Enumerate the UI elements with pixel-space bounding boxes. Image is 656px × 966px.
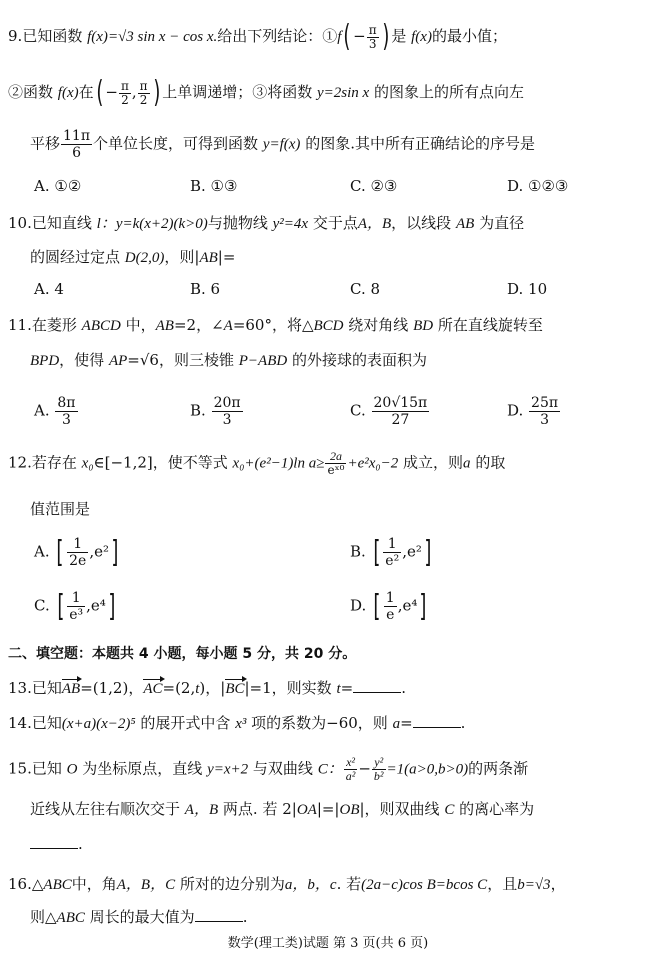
text: 的图象.其中所有正确结论的序号是 — [305, 134, 535, 153]
text: ，使得 — [59, 351, 105, 369]
math: AB — [155, 318, 174, 334]
q15-line-1 — [8, 756, 528, 783]
numerator: 20π — [213, 395, 241, 411]
fraction — [372, 395, 430, 428]
text: 平移 — [30, 134, 61, 153]
math: A，B — [184, 802, 219, 818]
fraction — [372, 756, 386, 783]
text: 中，角 — [71, 875, 117, 893]
numerator: π — [368, 22, 377, 37]
q9-option-c: C. ②③ — [350, 177, 398, 195]
paren-left: ( — [343, 19, 351, 54]
numerator: 1 — [67, 590, 85, 607]
answer-blank[interactable] — [353, 678, 401, 693]
bracket: [ — [56, 588, 64, 624]
math: f(x) — [411, 29, 432, 45]
q10-option-b: B. 6 — [190, 280, 221, 298]
q9-line-2 — [8, 75, 525, 110]
math: − — [105, 83, 118, 101]
math: f(x) — [57, 85, 79, 101]
numerator: 1 — [67, 536, 88, 553]
fraction — [383, 536, 401, 569]
text: =60°，将△ — [232, 316, 314, 334]
text: =2，∠ — [173, 316, 224, 334]
math: x³ — [235, 716, 247, 732]
text: 若存在 — [31, 453, 77, 472]
q11-line-2 — [30, 349, 427, 370]
text: △ — [31, 875, 44, 893]
math: AB — [199, 250, 218, 266]
math: , — [131, 83, 137, 101]
math: BPD — [30, 353, 60, 369]
math: =√3 sin x − cos x. — [107, 29, 218, 45]
math: − — [358, 759, 371, 778]
math: A，B，C — [116, 877, 176, 893]
fraction — [529, 395, 560, 428]
numerator: x² — [344, 756, 358, 770]
q12-line-2: 值范围是 — [30, 500, 91, 518]
q10-option-a: A. 4 — [34, 280, 64, 298]
q12-option-c — [34, 590, 118, 623]
text: = — [400, 714, 413, 732]
q9-number: 9. — [8, 27, 23, 45]
text: 在菱形 — [31, 316, 77, 334]
bracket: ] — [424, 534, 432, 570]
text: ，以线段 — [391, 214, 452, 232]
text: 则△ — [30, 908, 57, 926]
bracket: [ — [56, 534, 64, 570]
text: 已知函数 — [22, 27, 83, 45]
q10-line-2 — [30, 246, 235, 267]
text: |=1，则实数 — [244, 679, 332, 697]
denominator: 6 — [72, 145, 81, 161]
q12-line-1 — [8, 450, 505, 477]
numerator: 1 — [383, 536, 401, 553]
text: 与抛物线 — [207, 214, 268, 232]
text: |=| — [316, 800, 340, 818]
fraction — [55, 395, 77, 428]
label: D. — [350, 596, 367, 615]
math: x₀ — [81, 455, 94, 472]
label: D. — [507, 401, 524, 420]
denominator: 3 — [540, 412, 550, 428]
page-footer: 数学(理工类)试题 第 3 页(共 6 页) — [227, 936, 429, 951]
section-title: 二、填空题：本题共 4 小题，每小题 5 分，共 20 分。 — [8, 646, 357, 662]
bracket: ] — [111, 534, 119, 570]
math: b=√3 — [517, 877, 551, 893]
q15-number: 15. — [8, 759, 32, 778]
q10-line-1 — [8, 212, 524, 233]
math: BCD — [313, 318, 344, 334]
denominator: e³ — [69, 607, 84, 623]
math: y=x+2 — [207, 761, 249, 778]
q9-option-b: B. ①③ — [190, 177, 238, 195]
text: 交于点 — [312, 214, 358, 232]
text: 周长的最大值为 — [89, 908, 195, 926]
text: 的取 — [475, 453, 506, 472]
paren-right: ) — [381, 19, 389, 54]
text: . — [460, 714, 466, 732]
math: C： — [317, 761, 343, 778]
fraction — [138, 80, 150, 107]
q14-number: 14. — [8, 714, 32, 732]
math: l：y=k(x+2)(k>0) — [96, 216, 208, 232]
fraction — [61, 128, 92, 161]
answer-blank[interactable] — [413, 713, 461, 728]
math: ,e² — [402, 542, 422, 561]
text: 已知 — [31, 714, 62, 732]
text: . 若 — [336, 875, 362, 893]
math: ABCD — [81, 318, 121, 334]
denominator: e — [386, 607, 395, 623]
numerator: 2a — [325, 450, 346, 464]
bracket: ] — [108, 588, 116, 624]
fraction — [67, 590, 85, 623]
text: 成立，则 — [403, 453, 464, 472]
text: ②函数 — [8, 83, 54, 101]
numerator: 8π — [57, 395, 76, 411]
numerator: 1 — [385, 590, 395, 606]
fraction — [325, 450, 346, 477]
q10-number: 10. — [8, 214, 32, 232]
bracket: [ — [373, 588, 381, 624]
fraction — [344, 756, 358, 783]
text: 两点. 若 2| — [222, 800, 297, 818]
math: =1(a>0,b>0) — [386, 761, 469, 778]
numerator: π — [139, 78, 148, 93]
text: = — [340, 679, 354, 697]
text: =(2, — [162, 679, 196, 697]
label: C. — [350, 401, 366, 420]
text: ，则| — [164, 248, 200, 266]
q11-line-1 — [8, 314, 543, 335]
math: ,e⁴ — [86, 596, 106, 615]
text: 所对的边分别为 — [179, 875, 285, 893]
q13-line — [8, 677, 406, 698]
text: 绕对角线 — [348, 316, 409, 334]
denominator: 2 — [121, 92, 129, 107]
paren-left: ( — [95, 75, 104, 110]
vector: AC — [143, 681, 163, 697]
math: OB — [339, 802, 360, 818]
label: A. — [34, 542, 50, 561]
math: A，B — [357, 216, 392, 232]
math: (2a−c)cos B=bcos C — [361, 877, 488, 893]
text: 的离心率为 — [459, 800, 535, 818]
math: ABC — [56, 910, 85, 926]
text: 项的系数为−60，则 — [251, 714, 388, 732]
math: − — [353, 27, 366, 45]
text: 已知 — [31, 759, 62, 778]
math: P−ABD — [238, 353, 288, 369]
math: f(x) — [87, 29, 108, 45]
q12-number: 12. — [8, 453, 32, 472]
text: 与双曲线 — [252, 759, 313, 778]
text: 中， — [125, 316, 156, 334]
denominator: eˣ⁰ — [327, 463, 345, 477]
text: 的图象上的所有点向左 — [374, 83, 525, 101]
q15-line-3 — [30, 834, 83, 853]
text: 的圆经过定点 — [30, 248, 121, 266]
denominator: e² — [385, 553, 400, 569]
math: ,e² — [89, 542, 109, 561]
text: |，则双曲线 — [359, 800, 440, 818]
text: . — [78, 835, 83, 853]
label: B. — [190, 401, 206, 420]
denominator: 27 — [391, 412, 410, 428]
math: x₀+(e²−1)ln a≥ — [232, 455, 325, 472]
q11-option-d — [507, 395, 561, 428]
paren-right: ) — [152, 75, 160, 110]
text: ∈[−1,2]，使不等式 — [93, 453, 228, 472]
math: D(2,0) — [124, 250, 165, 266]
label: C. — [34, 596, 50, 615]
math: a，b，c — [284, 877, 337, 893]
math: A — [223, 318, 233, 334]
fraction — [212, 395, 243, 428]
text: 的两条渐 — [468, 759, 529, 778]
numerator: 25π — [531, 395, 559, 411]
denominator: 2e — [69, 553, 87, 569]
text: 是 — [391, 27, 407, 45]
denominator: 3 — [222, 412, 232, 428]
numerator: π — [120, 78, 129, 93]
fraction — [384, 590, 397, 623]
q9-option-a: A. ①② — [34, 177, 82, 195]
text: 为坐标原点，直线 — [82, 759, 203, 778]
text: 已知 — [31, 679, 62, 697]
q12-option-a — [34, 536, 121, 569]
text: ， — [550, 875, 566, 893]
math: t — [195, 681, 200, 697]
math: AP — [108, 353, 128, 369]
math: AB — [455, 216, 475, 232]
text: 的展开式中含 — [140, 714, 231, 732]
math: a — [392, 716, 401, 732]
label: A. — [34, 401, 50, 420]
vector: BC — [225, 681, 245, 697]
math: a — [463, 455, 471, 472]
math: ,e⁴ — [397, 596, 418, 615]
q11-option-c — [350, 395, 430, 428]
math: y=2sin x — [317, 85, 370, 101]
math: BD — [413, 318, 434, 334]
q11-option-b — [190, 395, 244, 428]
text: 上单调递增；③将函数 — [162, 83, 313, 101]
q16-line-2 — [30, 906, 247, 927]
label: B. — [350, 542, 366, 561]
q14-line — [8, 712, 465, 733]
fraction — [119, 80, 131, 107]
denominator: 3 — [368, 36, 377, 51]
q13-number: 13. — [8, 679, 32, 697]
math: O — [66, 761, 78, 778]
math: y²=4x — [272, 216, 309, 232]
numerator: 20√15π — [373, 395, 428, 411]
text: ，且 — [487, 875, 518, 893]
fraction — [367, 24, 379, 51]
denominator: a² — [345, 769, 356, 783]
text: 所在直线旋转至 — [437, 316, 543, 334]
q10-option-d: D. 10 — [507, 280, 548, 298]
q11-option-a — [34, 395, 79, 428]
text: )，| — [199, 679, 226, 697]
q16-line-1 — [8, 873, 566, 894]
math: ABC — [43, 877, 72, 893]
q11-number: 11. — [8, 316, 32, 334]
math: y=f(x) — [262, 136, 301, 153]
denominator: 2 — [139, 92, 148, 107]
q9-line-3 — [30, 128, 535, 161]
text: 在 — [78, 83, 94, 101]
answer-blank[interactable] — [195, 907, 243, 922]
text: 给出下列结论：① — [217, 27, 338, 45]
text: 已知直线 — [31, 214, 92, 232]
q15-line-2 — [30, 798, 534, 819]
text: . — [401, 679, 406, 697]
fraction — [67, 536, 88, 569]
vector: AB — [61, 681, 81, 697]
q10-option-c: C. 8 — [350, 280, 381, 298]
text: =(1,2)， — [80, 679, 144, 697]
text: 的外接球的表面积为 — [291, 351, 427, 369]
numerator: y² — [372, 756, 386, 770]
denominator: 3 — [61, 412, 71, 428]
q12-option-d — [350, 590, 429, 623]
text: =√6，则三棱锥 — [127, 351, 234, 369]
math: +e²x₀−2 — [347, 455, 399, 472]
math: f — [337, 29, 342, 45]
q16-number: 16. — [8, 875, 32, 893]
math: t — [336, 681, 341, 697]
q9-option-d: D. ①②③ — [507, 177, 569, 195]
text: 近线从左往右顺次交于 — [30, 800, 181, 818]
text: |= — [217, 248, 236, 266]
text: . — [242, 908, 248, 926]
bracket: ] — [419, 588, 427, 624]
q9-line-1 — [8, 19, 507, 54]
math: C — [444, 802, 455, 818]
math: OA — [296, 802, 317, 818]
denominator: b² — [373, 769, 384, 783]
numerator: 11π — [63, 128, 91, 144]
answer-blank[interactable] — [30, 834, 78, 849]
text: 的最小值； — [431, 27, 507, 45]
text: 个单位长度，可得到函数 — [93, 134, 259, 153]
text: 为直径 — [479, 214, 525, 232]
math: (x+a)(x−2)⁵ — [61, 716, 136, 732]
q12-option-b — [350, 536, 434, 569]
bracket: [ — [372, 534, 380, 570]
